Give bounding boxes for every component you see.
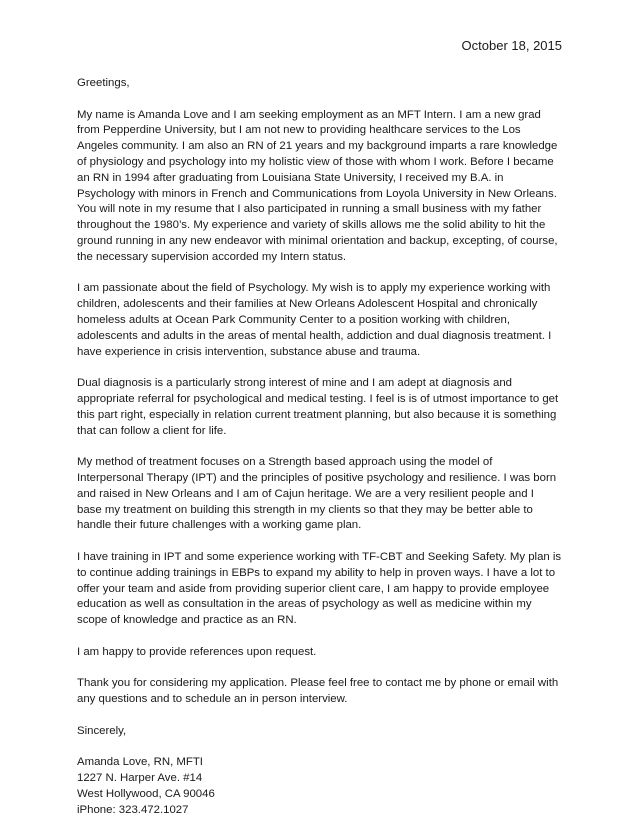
paragraph-references (77, 645, 567, 661)
paragraph-thanks (77, 676, 567, 708)
closing (77, 724, 567, 740)
text-line: Dual diagnosis is a particularly strong interest of mine and I am adept at diagnosis and (77, 377, 512, 390)
text-line: any questions and to schedule an in person interview. (77, 693, 348, 706)
text-line: this part right, especially in relation current treatment planning, but also because it is something (77, 408, 557, 421)
text-line: offer your team and aside from providing superior client care, I am happy to provide employee (77, 582, 550, 595)
letter-date: October 18, 2015 (461, 38, 562, 53)
text-line: throughout the 1980’s. My experience and variety of skills allows me the solid ability to hit the (77, 219, 546, 232)
text-line: My name is Amanda Love and I am seeking employment as an MFT Intern. I am a new grad (77, 108, 541, 121)
text-line: from Pepperdine University, but I am not new to providing healthcare services to the Los (77, 124, 521, 137)
text-line: an RN in 1994 after graduating from Louisiana State University, I received my B.A. in (77, 171, 504, 184)
signature-phone: iPhone: 323.472.1027 (77, 803, 189, 816)
text-line: My method of treatment focuses on a Strength based approach using the model of (77, 456, 493, 469)
text-line: children, adolescents and their families at New Orleans Adolescent Hospital and chronically (77, 298, 538, 311)
text-line: Angeles community. I am also an RN of 21 years and my background imparts a rare knowledge (77, 140, 558, 153)
text-line: Psychology with minors in French and Communications from Loyola University in New Orleans. (77, 187, 557, 200)
text-line: of physiology and psychology into my holistic view of those with whom I work. Before I became (77, 155, 554, 168)
text-line: I am passionate about the field of Psychology. My wish is to apply my experience working with (77, 282, 551, 295)
signature-block (77, 755, 567, 818)
text-line: base my treatment on building this strength in my clients so that they may be better able to (77, 503, 533, 516)
text-line: ground running in any new endeavor with minimal orientation and backup, excepting, of course, (77, 234, 558, 247)
paragraph-dual-diagnosis (77, 376, 567, 439)
text-line: I have training in IPT and some experience working with TF-CBT and Seeking Safety. My plan is (77, 550, 562, 563)
letter-body (77, 76, 567, 818)
text-line: You will note in my resume that I also participated in running a small business with my father (77, 203, 542, 216)
text-line: Interpersonal Therapy (IPT) and the principles of positive psychology and resilience. I was born (77, 471, 557, 484)
text-line: the necessary supervision accorded my Intern status. (77, 250, 347, 263)
text-line: adolescents and adults in the areas of mental health, addiction and dual diagnosis treatment. I (77, 329, 552, 342)
greeting-line: Greetings, (77, 77, 130, 89)
text-line: scope of knowledge and practice as an RN. (77, 614, 297, 627)
text-line: homeless adults at Ocean Park Community Center to a position working with children, (77, 313, 511, 326)
text-line: Thank you for considering my application. Please feel free to contact me by phone or email with (77, 677, 559, 690)
paragraph-training (77, 550, 567, 629)
text-line: and raised in New Orleans and I am of Cajun heritage. We are a very resilient people and I (77, 487, 534, 500)
signature-address: 1227 N. Harper Ave. #14 (77, 772, 203, 785)
signature-city: West Hollywood, CA 90046 (77, 787, 215, 800)
paragraph-intro (77, 108, 567, 266)
paragraph-passion (77, 281, 567, 360)
text-line: handle their future challenges with a working game plan. (77, 519, 362, 532)
text-line: that can follow a client for life. (77, 424, 227, 437)
text-line: I am happy to provide references upon request. (77, 645, 317, 658)
text-line: have experience in crisis intervention, substance abuse and trauma. (77, 345, 421, 358)
text-line: appropriate referral for psychological and medical testing. I feel is is of utmost importance to get (77, 392, 559, 405)
text-line: to continue adding trainings in EBPs to expand my ability to help in proven ways. I have a lot to (77, 566, 556, 579)
signature-name: Amanda Love, RN, MFTI (77, 756, 203, 769)
greeting (77, 76, 567, 92)
closing-line: Sincerely, (77, 724, 127, 737)
text-line: education as well as consultation in the areas of psychology as well as medicine within my (77, 598, 532, 611)
paragraph-method (77, 455, 567, 534)
